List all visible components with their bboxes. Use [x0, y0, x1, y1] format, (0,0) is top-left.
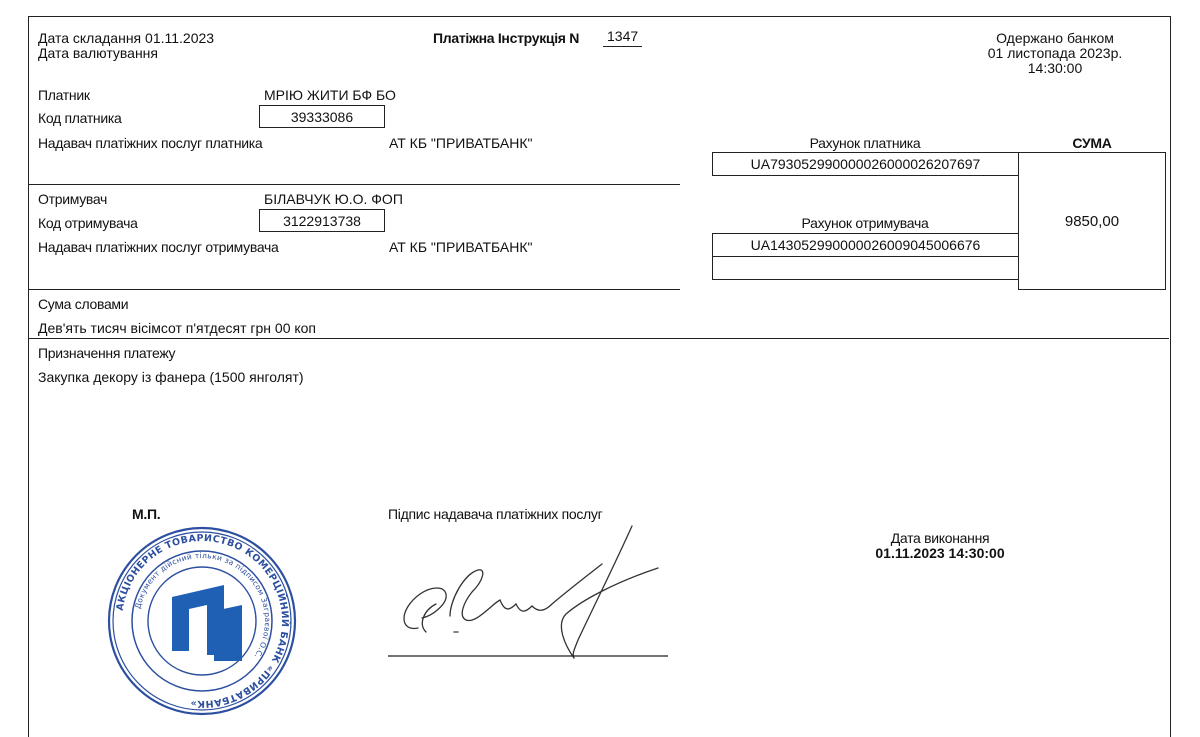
received-line2: 01 листопада 2023р. [987, 45, 1123, 61]
recipient-name: БІЛАВЧУК Ю.О. ФОП [264, 191, 403, 207]
payer-account: UA793052990000026000026207697 [712, 152, 1019, 176]
received-line1: Одержано банком [996, 30, 1114, 46]
payer-code: 39333086 [259, 105, 385, 128]
received-line3: 14:30:00 [1027, 60, 1083, 76]
bank-stamp [104, 523, 300, 719]
recipient-code-label: Код отримувача [38, 215, 138, 231]
stamp-inner-text: Документ дійсний тільки за підписом Заграєвої О.С. [133, 550, 273, 661]
recipient-code: 3122913738 [259, 209, 385, 232]
payer-name: МРІЮ ЖИТИ БФ БО [264, 87, 396, 103]
payer-label: Платник [38, 87, 90, 103]
payer-provider: АТ КБ "ПРИВАТБАНК" [389, 135, 533, 151]
signature [388, 520, 668, 660]
date-compiled-label: Дата складання [38, 30, 142, 46]
amount-words: Дев'ять тисяч вісімсот п'ятдесят грн 00 коп [38, 320, 317, 336]
signature-strokes [404, 526, 658, 658]
words-divider [28, 338, 1169, 339]
privatbank-logo [172, 585, 242, 661]
recipient-account-label: Рахунок отримувача [801, 215, 929, 231]
date-compiled [38, 31, 214, 45]
execution-value: 01.11.2023 14:30:00 [875, 545, 1005, 561]
payer-provider-label: Надавач платіжних послуг платника [38, 135, 263, 151]
signature-label: Підпис надавача платіжних послуг [388, 506, 603, 522]
amount-words-label: Сума словами [38, 296, 129, 312]
stamp-outer-text: АКЦІОНЕРНЕ ТОВАРИСТВО КОМЕРЦІЙНИЙ БАНК «ПРИВАТБАНК» [114, 532, 291, 710]
recipient-account-extra [712, 256, 1019, 280]
payer-divider [28, 184, 680, 185]
amount-label: СУМА [1072, 135, 1112, 151]
stamp-label: М.П. [132, 506, 161, 522]
amount-value: 9850,00 [1018, 152, 1166, 290]
recipient-account: UA143052990000026009045006676 [712, 233, 1019, 257]
date-compiled-value: 01.11.2023 [145, 30, 215, 46]
recipient-provider: АТ КБ "ПРИВАТБАНК" [389, 239, 533, 255]
instruction-label: Платіжна Інструкція N [433, 30, 580, 46]
value-date-label: Дата валютування [38, 45, 158, 61]
payer-code-label: Код платника [38, 110, 122, 126]
purpose-text: Закупка декору із фанера (1500 янголят) [38, 369, 304, 385]
recipient-label: Отримувач [38, 191, 108, 207]
execution-label: Дата виконання [890, 530, 990, 546]
recipient-divider [28, 289, 680, 290]
instruction-number: 1347 [603, 29, 642, 47]
purpose-label: Призначення платежу [38, 345, 176, 361]
payer-account-label: Рахунок платника [809, 135, 921, 151]
recipient-provider-label: Надавач платіжних послуг отримувача [38, 239, 279, 255]
